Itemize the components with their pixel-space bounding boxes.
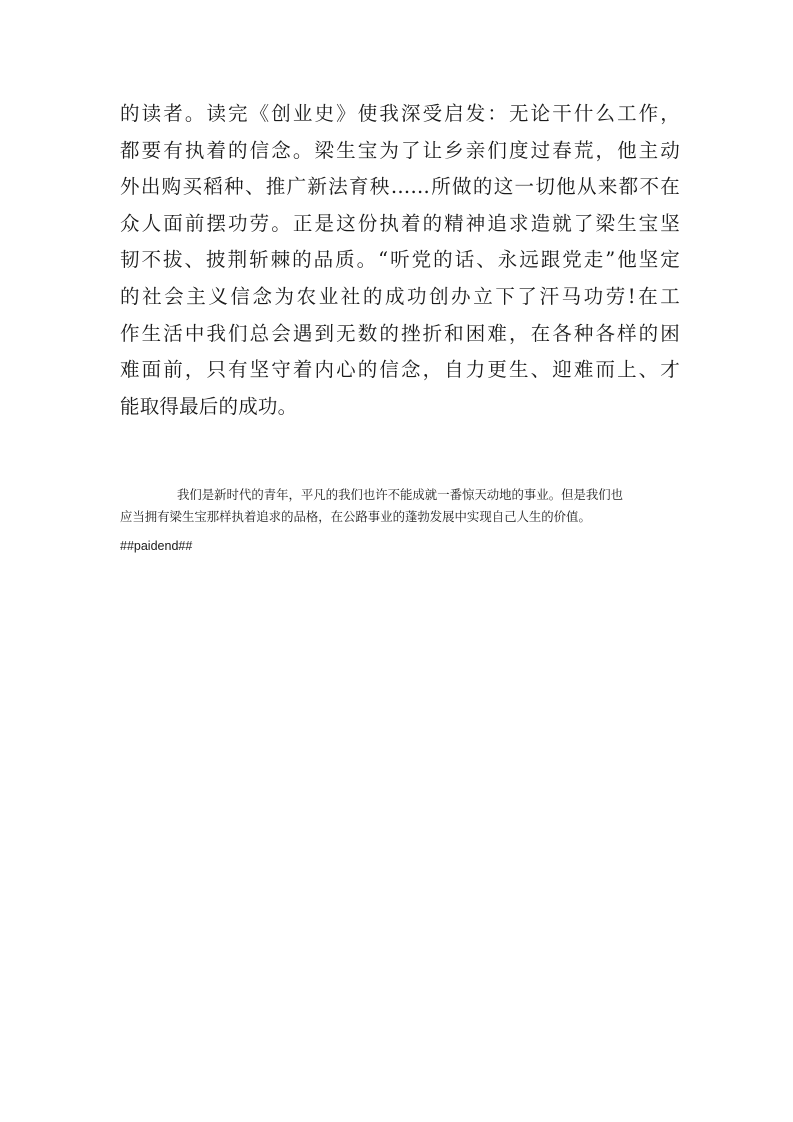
body-line: 能取得最后的成功。 bbox=[120, 394, 298, 418]
body-line: 都要有执着的信念。梁生宝为了让乡亲们度过春荒，他主动 bbox=[120, 138, 680, 162]
body-paragraph bbox=[120, 96, 680, 425]
body-line: 难面前，只有坚守着内心的信念，自力更生、迎难而上、才 bbox=[120, 358, 680, 382]
body-line: 的读者。读完《创业史》使我深受启发：无论干什么工作， bbox=[120, 102, 680, 125]
closing-line: 应当拥有梁生宝那样执着追求的品格，在公路事业的蓬勃发展中实现自己人生的价值。 bbox=[120, 509, 591, 524]
body-line: 外出购买稻种、推广新法育秧……所做的这一切他从来都不在 bbox=[120, 175, 680, 199]
body-line: 作生活中我们总会遇到无数的挫折和困难，在各种各样的困 bbox=[120, 321, 680, 345]
body-line: 众人面前摆功劳。正是这份执着的精神追求造就了梁生宝坚 bbox=[120, 211, 680, 235]
closing-paragraph bbox=[120, 484, 676, 528]
body-line: 韧不拔、披荆斩棘的品质。“听党的话、永远跟党走”他坚定 bbox=[120, 248, 680, 272]
closing-line: 我们是新时代的青年，平凡的我们也许不能成就一番惊天动地的事业。但是我们也 bbox=[177, 487, 624, 502]
end-marker: ##paidend## bbox=[120, 539, 193, 553]
body-line: 的社会主义信念为农业社的成功创办立下了汗马功劳!在工 bbox=[120, 284, 680, 308]
